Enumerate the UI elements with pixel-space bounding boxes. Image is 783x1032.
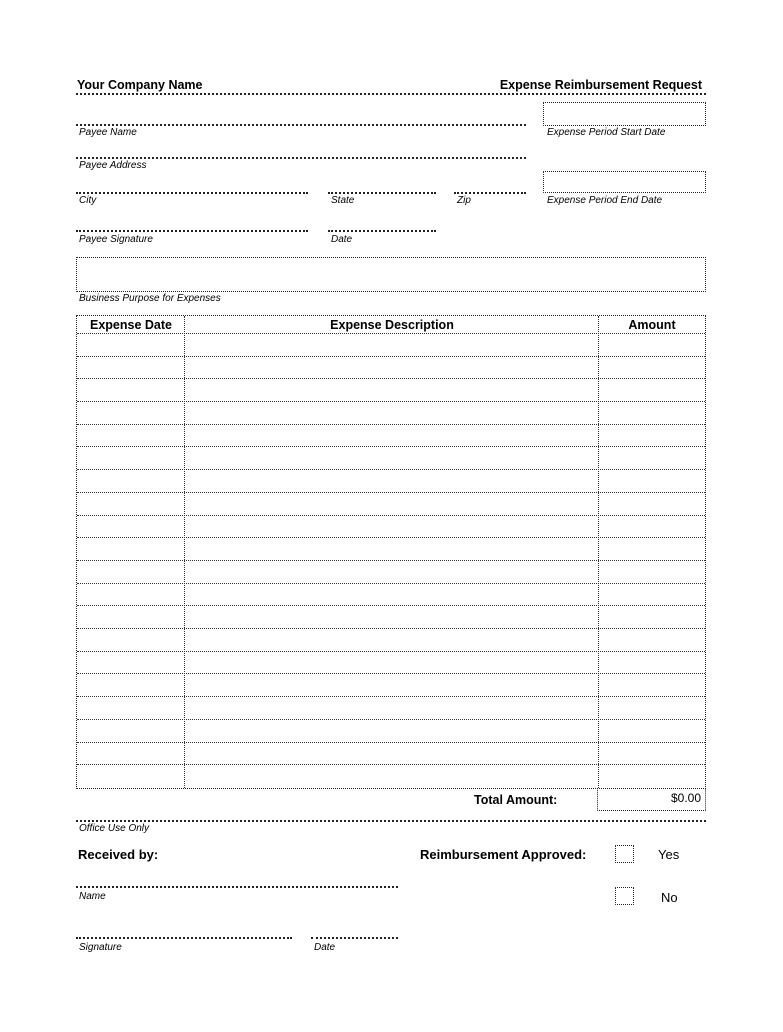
table-row[interactable] xyxy=(77,697,705,720)
table-row[interactable] xyxy=(77,675,705,698)
office-use-label: Office Use Only xyxy=(79,823,150,834)
table-row[interactable] xyxy=(77,357,705,380)
col-header-amount: Amount xyxy=(628,318,676,332)
payee-name-field[interactable] xyxy=(76,124,526,126)
approved-no-checkbox[interactable] xyxy=(615,887,634,905)
zip-label: Zip xyxy=(457,195,471,206)
table-row[interactable] xyxy=(77,561,705,584)
table-row[interactable] xyxy=(77,448,705,471)
business-purpose-field[interactable] xyxy=(76,257,706,292)
table-row[interactable] xyxy=(77,765,705,788)
table-row[interactable] xyxy=(77,470,705,493)
expense-table xyxy=(76,315,706,789)
signature-date-field[interactable] xyxy=(328,230,436,232)
total-amount-cell xyxy=(597,788,706,811)
table-row[interactable] xyxy=(77,606,705,629)
approved-no-label: No xyxy=(661,890,678,905)
approved-yes-checkbox[interactable] xyxy=(615,845,634,863)
received-name-label: Name xyxy=(79,891,106,902)
table-header-row xyxy=(77,316,705,334)
table-row[interactable] xyxy=(77,516,705,539)
period-end-label: Expense Period End Date xyxy=(547,195,663,206)
payee-name-label: Payee Name xyxy=(79,127,137,138)
col-header-expense-date: Expense Date xyxy=(90,318,172,332)
city-label: City xyxy=(79,195,97,206)
col-header-expense-description: Expense Description xyxy=(330,318,454,332)
period-start-field[interactable] xyxy=(543,102,706,126)
form-title: Expense Reimbursement Request xyxy=(499,78,702,92)
received-date-label: Date xyxy=(314,942,336,953)
reimbursement-approved-heading: Reimbursement Approved: xyxy=(420,847,587,862)
signature-date-label: Date xyxy=(331,234,353,245)
header-divider xyxy=(76,93,706,95)
payee-address-label: Payee Address xyxy=(79,160,147,171)
table-row[interactable] xyxy=(77,425,705,448)
table-row[interactable] xyxy=(77,334,705,357)
table-row[interactable] xyxy=(77,538,705,561)
business-purpose-label: Business Purpose for Expenses xyxy=(79,293,221,304)
period-end-field[interactable] xyxy=(543,171,706,193)
office-divider xyxy=(76,820,706,822)
table-row[interactable] xyxy=(77,629,705,652)
received-name-field[interactable] xyxy=(76,886,398,888)
state-field[interactable] xyxy=(328,192,436,194)
table-row[interactable] xyxy=(77,493,705,516)
zip-field[interactable] xyxy=(454,192,526,194)
approved-yes-label: Yes xyxy=(658,847,680,862)
table-row[interactable] xyxy=(77,584,705,607)
period-start-label: Expense Period Start Date xyxy=(547,127,666,138)
company-name: Your Company Name xyxy=(77,78,203,92)
city-field[interactable] xyxy=(76,192,308,194)
received-by-heading: Received by: xyxy=(78,847,159,862)
payee-signature-label: Payee Signature xyxy=(79,234,153,245)
payee-address-field[interactable] xyxy=(76,157,526,159)
table-row[interactable] xyxy=(77,720,705,743)
table-row[interactable] xyxy=(77,402,705,425)
table-row[interactable] xyxy=(77,743,705,766)
total-amount-value: $0.00 xyxy=(670,791,701,805)
table-row[interactable] xyxy=(77,652,705,675)
table-row[interactable] xyxy=(77,379,705,402)
received-signature-field[interactable] xyxy=(76,937,292,939)
payee-signature-field[interactable] xyxy=(76,230,308,232)
received-date-field[interactable] xyxy=(311,937,398,939)
received-signature-label: Signature xyxy=(79,942,122,953)
total-amount-label: Total Amount: xyxy=(474,793,558,807)
state-label: State xyxy=(331,195,355,206)
